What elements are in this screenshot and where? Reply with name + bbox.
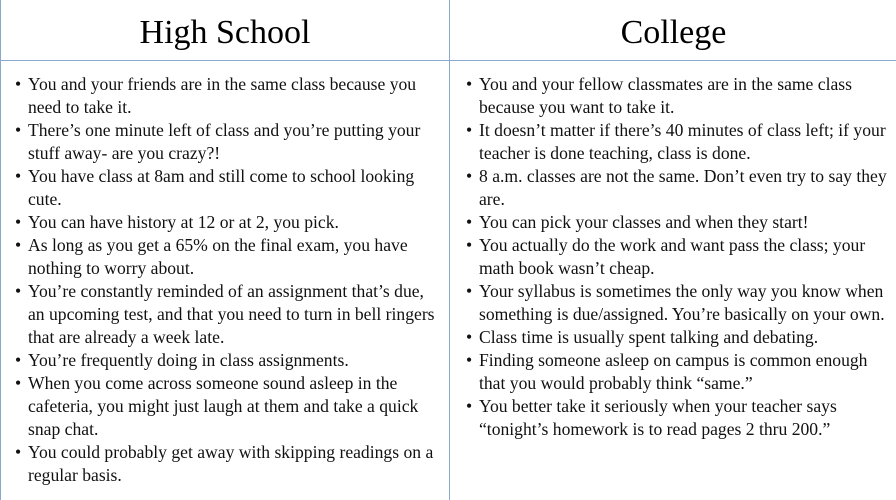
college-list [466,73,892,441]
item-text: Your syllabus is sometimes the only way you know when something is due/assigned. You’re basically on your own. [479,281,885,324]
list-item [15,73,443,119]
bullet-icon: • [15,350,22,370]
item-text: Finding someone asleep on campus is common enough that you would probably think “same.” [479,350,868,393]
bullet-icon: • [466,74,473,94]
list-item [466,395,892,441]
bullet-icon: • [466,396,473,416]
bullet-icon: • [466,166,473,186]
item-text: It doesn’t matter if there’s 40 minutes of class left; if your teacher is done teaching, class is done. [479,120,886,163]
list-item [466,326,892,349]
item-text: You could probably get away with skipping readings on a regular basis. [28,442,434,485]
bullet-icon: • [466,327,473,347]
high-school-heading: High School [139,14,311,51]
item-text: When you come across someone sound asleep in the cafeteria, you might just laugh at them and take a quick snap chat. [28,373,419,439]
bullet-icon: • [15,120,22,140]
item-text: You have class at 8am and still come to school looking cute. [28,166,415,209]
bullet-icon: • [466,281,473,301]
bullet-icon: • [466,212,473,232]
item-text: You can pick your classes and when they start! [479,212,809,232]
high-school-column [15,73,443,487]
item-text: You better take it seriously when your teacher says “tonight’s homework is to read pages 2 thru 200.” [479,396,837,439]
list-item [466,234,892,280]
bullet-icon: • [15,235,22,255]
list-item [15,349,443,372]
header-divider [1,60,896,61]
item-text: 8 a.m. classes are not the same. Don’t even try to say they are. [479,166,887,209]
item-text: Class time is usually spent talking and debating. [479,327,819,347]
bullet-icon: • [15,442,22,462]
item-text: You actually do the work and want pass the class; your math book wasn’t cheap. [479,235,866,278]
item-text: You can have history at 12 or at 2, you pick. [28,212,339,232]
list-item [15,234,443,280]
column-divider [449,0,450,500]
list-item [466,349,892,395]
college-heading: College [620,14,727,51]
list-item [15,372,443,441]
bullet-icon: • [15,212,22,232]
bullet-icon: • [15,373,22,393]
item-text: You and your friends are in the same class because you need to take it. [28,74,417,117]
bullet-icon: • [15,281,22,301]
list-item [466,119,892,165]
item-text: You and your fellow classmates are in the same class because you want to take it. [479,74,852,117]
college-column [466,73,892,441]
bullet-icon: • [466,120,473,140]
item-text: As long as you get a 65% on the final exam, you have nothing to worry about. [28,235,408,278]
list-item [466,73,892,119]
list-item [15,280,443,349]
list-item [15,441,443,487]
item-text: There’s one minute left of class and you’re putting your stuff away- are you crazy?! [28,120,421,163]
list-item [15,165,443,211]
list-item [15,119,443,165]
bullet-icon: • [15,74,22,94]
list-item [466,211,892,234]
list-item [466,280,892,326]
list-item [15,211,443,234]
high-school-list [15,73,443,487]
bullet-icon: • [466,350,473,370]
item-text: You’re frequently doing in class assignments. [28,350,349,370]
bullet-icon: • [15,166,22,186]
item-text: You’re constantly reminded of an assignment that’s due, an upcoming test, and that you need to turn in bell ringers that are already a week late. [28,281,435,347]
list-item [466,165,892,211]
bullet-icon: • [466,235,473,255]
